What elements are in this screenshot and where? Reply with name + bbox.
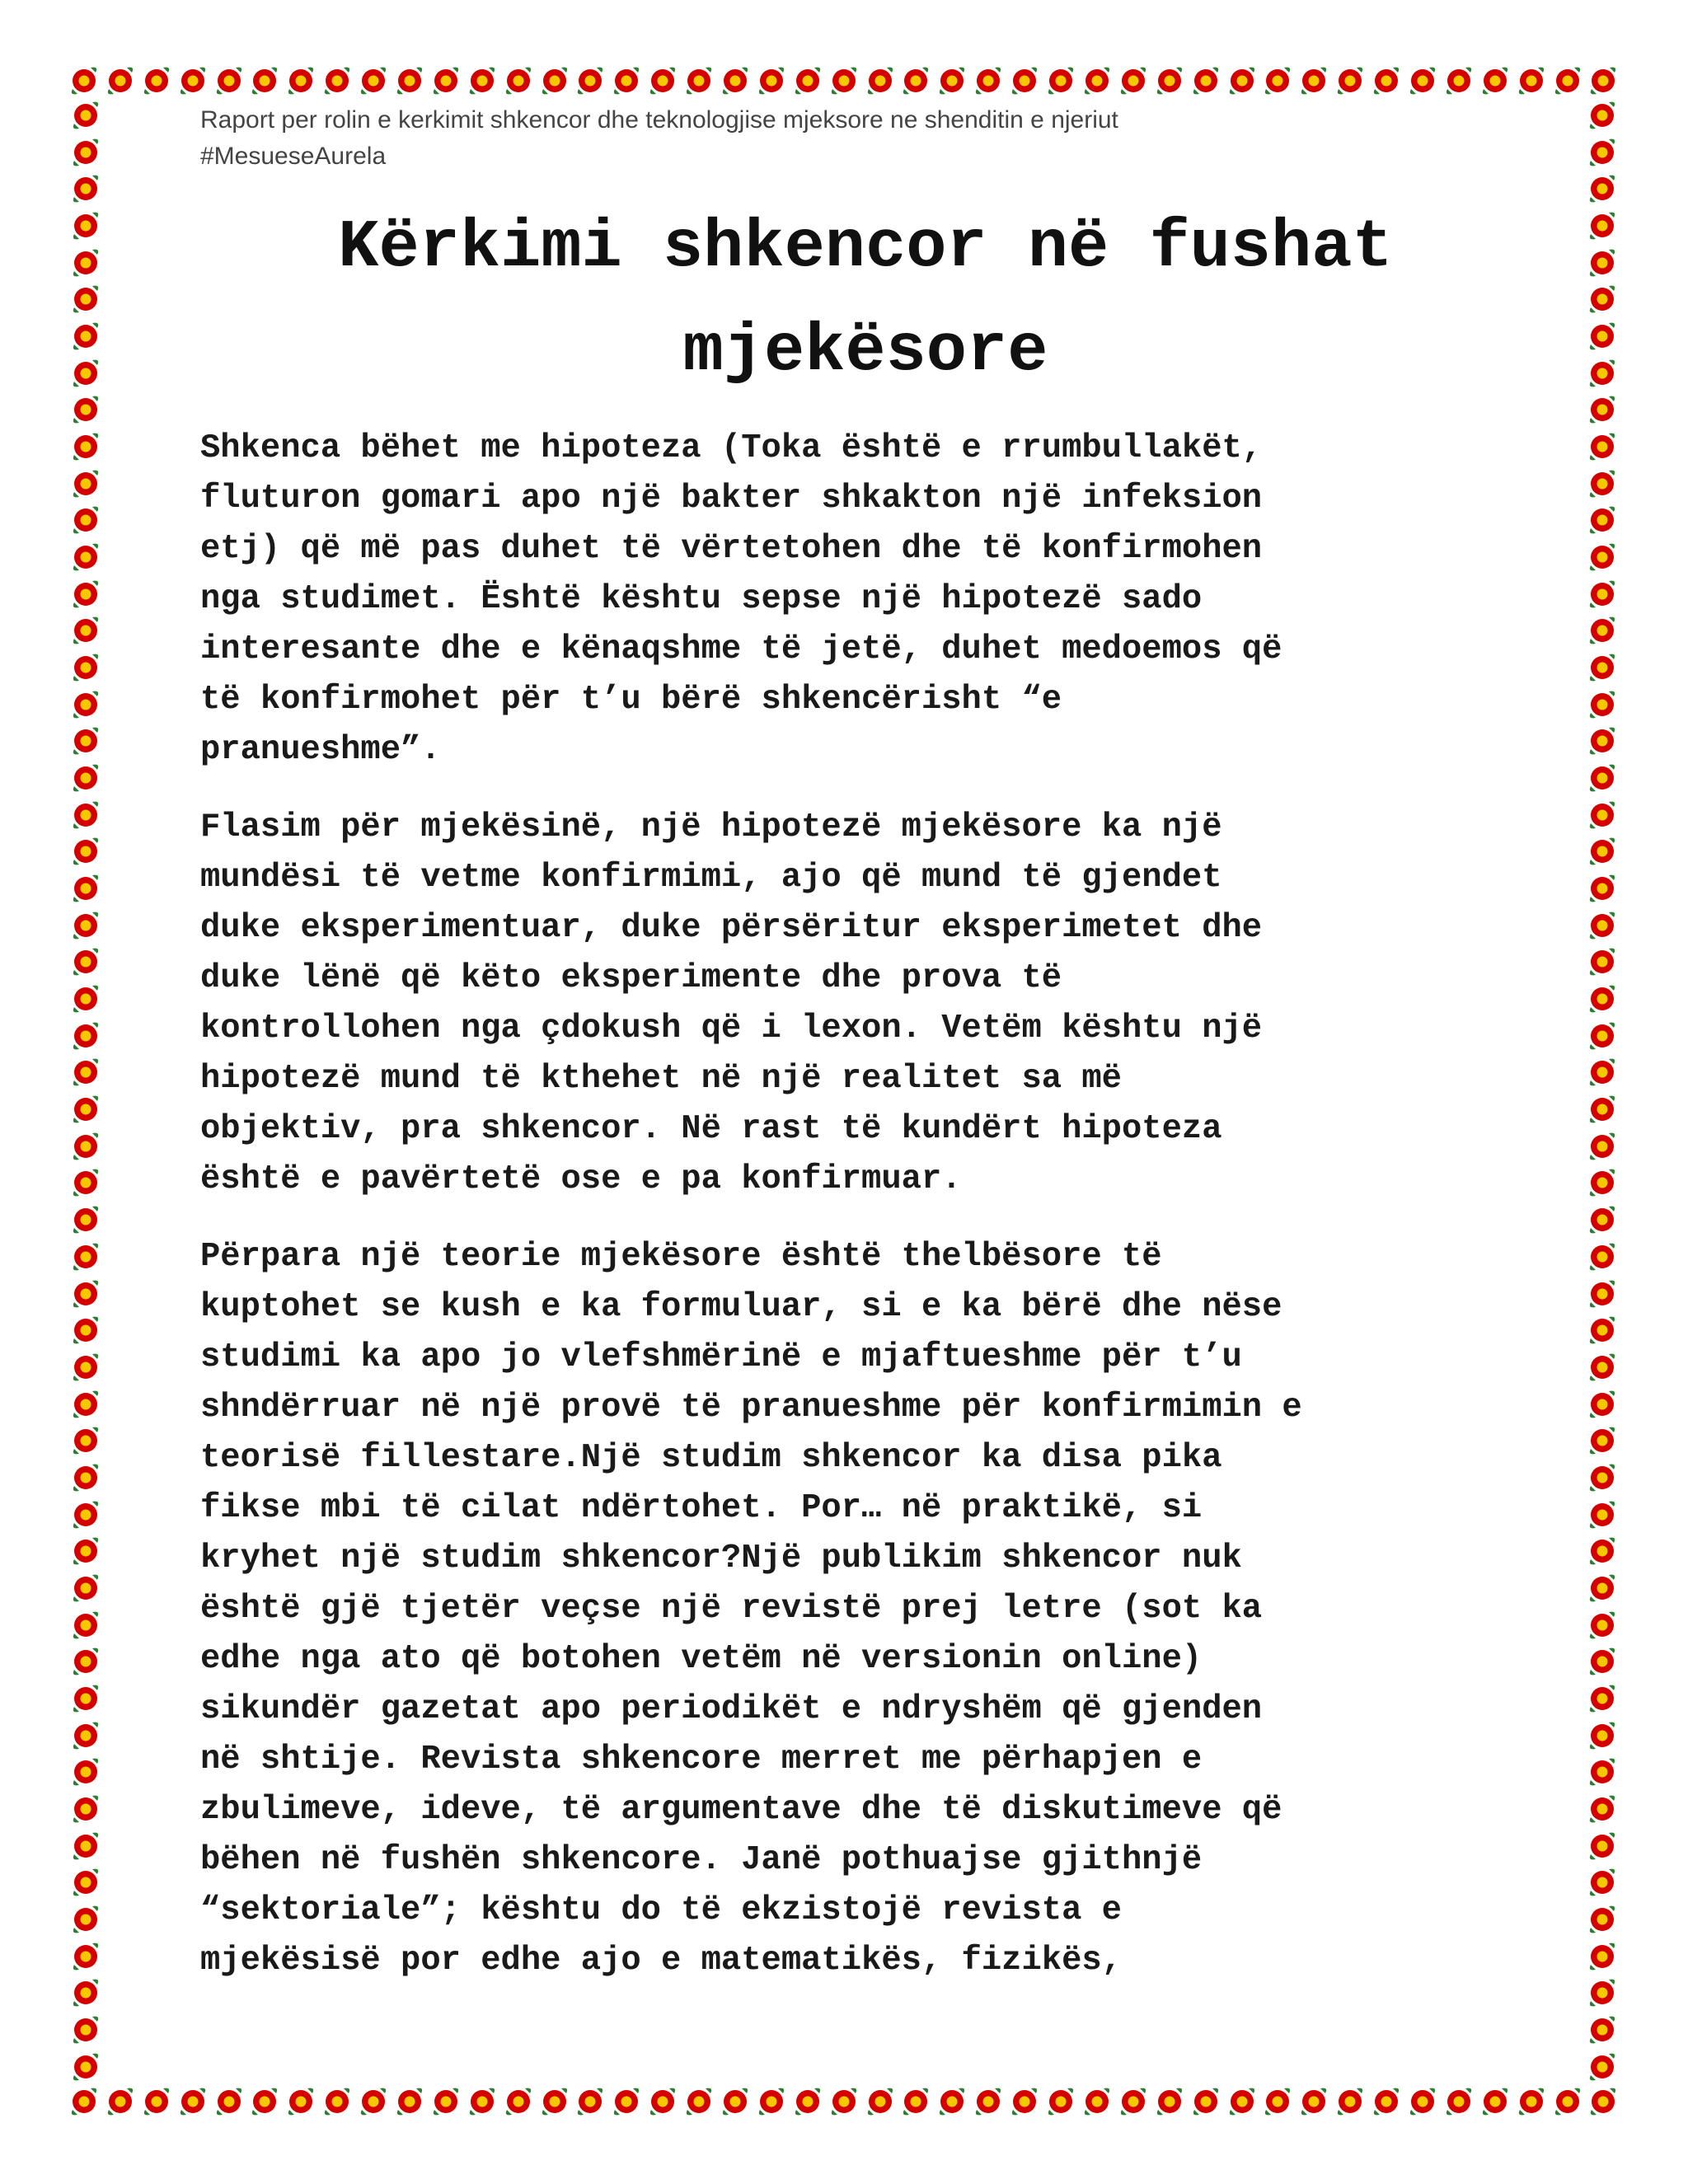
flower-icon <box>1586 467 1619 500</box>
flower-icon <box>1479 2085 1512 2118</box>
flower-icon <box>69 1682 102 1715</box>
paragraph-line: mjekësisë por edhe ajo e matematikës, fizikës, <box>200 1942 1122 1980</box>
flower-icon <box>1586 1351 1619 1384</box>
flower-icon <box>69 283 102 316</box>
flower-icon <box>357 64 390 97</box>
paragraph-line: teorisë fillestare.Një studim shkencor ka disa pika <box>200 1439 1222 1477</box>
paragraph-line: pranueshme”. <box>200 731 441 769</box>
flower-icon <box>248 2085 281 2118</box>
flower-border-bottom <box>68 2083 1620 2120</box>
flower-icon <box>69 945 102 978</box>
title-line-2: mjekësore <box>682 313 1048 390</box>
flower-icon <box>1479 64 1512 97</box>
flower-icon <box>393 2085 426 2118</box>
flower-icon <box>284 64 317 97</box>
flower-icon <box>1586 835 1619 868</box>
flower-icon <box>1586 246 1619 279</box>
flower-icon <box>1586 762 1619 794</box>
flower-icon <box>502 64 535 97</box>
flower-icon <box>69 872 102 905</box>
flower-icon <box>466 2085 499 2118</box>
flower-icon <box>574 64 607 97</box>
flower-icon <box>1370 2085 1403 2118</box>
flower-icon <box>1586 2013 1619 2046</box>
flower-icon <box>1586 1572 1619 1605</box>
flower-icon <box>69 1166 102 1199</box>
flower-icon <box>69 1572 102 1605</box>
flower-icon <box>69 357 102 390</box>
flower-icon <box>69 320 102 353</box>
flower-icon <box>1044 64 1077 97</box>
flower-icon <box>69 1830 102 1863</box>
flower-icon <box>1586 1793 1619 1825</box>
flower-icon <box>1586 651 1619 684</box>
flower-icon <box>69 909 102 942</box>
flower-icon <box>104 2085 137 2118</box>
paragraph-line: sikundër gazetat apo periodikët e ndryshëm që gjenden <box>200 1690 1263 1728</box>
flower-icon <box>1586 1498 1619 1531</box>
header-line-1: Raport per rolin e kerkimit shkencor dhe teknologjise mjeksore ne shenditin e njeriut <box>200 106 1118 134</box>
flower-icon <box>1587 64 1620 97</box>
flower-icon <box>69 651 102 684</box>
flower-icon <box>1153 2085 1186 2118</box>
flower-icon <box>1586 99 1619 132</box>
paragraph-3 <box>200 1232 1585 1986</box>
flower-icon <box>69 136 102 169</box>
flower-icon <box>140 2085 173 2118</box>
flower-icon <box>69 1903 102 1936</box>
flower-icon <box>935 2085 968 2118</box>
paragraph-line: kontrollohen nga çdokush që i lexon. Vetëm kështu një <box>200 1010 1263 1047</box>
paragraph-line: hipotezë mund të kthehet në një realitet sa më <box>200 1060 1122 1098</box>
flower-icon <box>69 835 102 868</box>
flower-icon <box>1008 2085 1041 2118</box>
paragraph-line: në shtije. Revista shkencore merret me përhapjen e <box>200 1741 1203 1779</box>
page-title <box>165 196 1566 404</box>
flower-icon <box>1008 64 1041 97</box>
paragraph-line: Shkenca bëhet me hipoteza (Toka është e rrumbullakët, <box>200 429 1263 467</box>
flower-icon <box>646 64 679 97</box>
flower-icon <box>682 64 715 97</box>
flower-icon <box>213 2085 246 2118</box>
flower-icon <box>176 64 209 97</box>
flower-icon <box>429 2085 462 2118</box>
flower-icon <box>357 2085 390 2118</box>
paragraph-line: kuptohet se kush e ka formuluar, si e ka bërë dhe nëse <box>200 1288 1282 1326</box>
flower-border-left <box>68 99 104 2083</box>
flower-icon <box>1586 1277 1619 1310</box>
flower-icon <box>1586 799 1619 832</box>
flower-icon <box>69 2013 102 2046</box>
flower-icon <box>1586 614 1619 647</box>
flower-icon <box>1586 320 1619 353</box>
flower-icon <box>1586 945 1619 978</box>
flower-icon <box>1586 1166 1619 1199</box>
flower-icon <box>69 172 102 205</box>
flower-icon <box>69 688 102 721</box>
flower-icon <box>1586 1056 1619 1089</box>
flower-icon <box>935 64 968 97</box>
document-body <box>200 424 1585 2013</box>
flower-icon <box>69 1498 102 1531</box>
flower-icon <box>1586 578 1619 611</box>
flower-icon <box>248 64 281 97</box>
flower-icon <box>791 64 824 97</box>
flower-icon <box>1586 1130 1619 1163</box>
flower-icon <box>1586 1976 1619 2009</box>
flower-icon <box>1586 357 1619 390</box>
paragraph-line: edhe nga ato që botohen vetëm në versionin online) <box>200 1640 1203 1678</box>
flower-icon <box>899 64 932 97</box>
flower-icon <box>1586 136 1619 169</box>
flower-icon <box>69 1793 102 1825</box>
flower-border-right <box>1584 99 1620 2083</box>
flower-icon <box>1587 2085 1620 2118</box>
flower-icon <box>538 64 571 97</box>
flower-icon <box>1081 2085 1114 2118</box>
flower-icon <box>1586 1424 1619 1457</box>
flower-icon <box>1586 1645 1619 1678</box>
flower-icon <box>719 64 752 97</box>
flower-icon <box>1586 982 1619 1015</box>
flower-icon <box>610 2085 643 2118</box>
paragraph-line: etj) që më pas duhet të vërtetohen dhe të konfirmohen <box>200 530 1263 568</box>
flower-icon <box>69 1240 102 1273</box>
flower-icon <box>755 2085 788 2118</box>
flower-icon <box>69 982 102 1015</box>
flower-icon <box>538 2085 571 2118</box>
flower-icon <box>69 1645 102 1678</box>
flower-icon <box>69 393 102 426</box>
flower-icon <box>1586 1866 1619 1899</box>
flower-icon <box>176 2085 209 2118</box>
flower-icon <box>1586 1240 1619 1273</box>
flower-icon <box>1586 1719 1619 1752</box>
flower-icon <box>429 64 462 97</box>
flower-icon <box>1551 64 1584 97</box>
paragraph-line: fikse mbi të cilat ndërtohet. Por… në praktikë, si <box>200 1489 1203 1527</box>
flower-icon <box>69 1535 102 1568</box>
flower-icon <box>1586 1940 1619 1973</box>
flower-icon <box>899 2085 932 2118</box>
flower-icon <box>1226 2085 1259 2118</box>
flower-icon <box>69 2050 102 2083</box>
paragraph-line: mundësi të vetme konfirmimi, ajo që mund të gjendet <box>200 859 1222 897</box>
paragraph-line: interesante dhe e kënaqshme të jetë, duhet medoemos që <box>200 630 1282 668</box>
paragraph-line: studimi ka apo jo vlefshmërinë e mjaftueshme për t’u <box>200 1338 1242 1376</box>
flower-icon <box>1334 64 1367 97</box>
flower-icon <box>69 578 102 611</box>
flower-icon <box>1081 64 1114 97</box>
flower-icon <box>69 1866 102 1899</box>
flower-icon <box>1586 430 1619 463</box>
flower-icon <box>1515 64 1548 97</box>
flower-icon <box>1586 504 1619 537</box>
flower-icon <box>1586 1830 1619 1863</box>
paragraph-line: bëhen në fushën shkencore. Janë pothuajse gjithnjë <box>200 1841 1203 1879</box>
flower-icon <box>755 64 788 97</box>
flower-icon <box>610 64 643 97</box>
flower-icon <box>1515 2085 1548 2118</box>
flower-icon <box>69 1461 102 1494</box>
paragraph-2 <box>200 803 1585 1205</box>
flower-icon <box>69 1976 102 2009</box>
flower-icon <box>1586 1388 1619 1421</box>
paragraph-line: “sektoriale”; kështu do të ekzistojë revista e <box>200 1891 1122 1929</box>
flower-icon <box>1261 2085 1294 2118</box>
flower-icon <box>1297 2085 1330 2118</box>
flower-icon <box>1586 1019 1619 1052</box>
flower-icon <box>69 541 102 574</box>
flower-icon <box>1370 64 1403 97</box>
flower-icon <box>140 64 173 97</box>
document-header <box>200 102 1552 175</box>
paragraph-line: duke lënë që këto eksperimente dhe prova të <box>200 959 1062 997</box>
flower-icon <box>69 99 102 132</box>
flower-icon <box>393 64 426 97</box>
paragraph-line: zbulimeve, ideve, të argumentave dhe të diskutimeve që <box>200 1791 1282 1829</box>
flower-icon <box>864 2085 897 2118</box>
flower-icon <box>1586 1609 1619 1642</box>
flower-icon <box>828 64 860 97</box>
flower-icon <box>69 1424 102 1457</box>
flower-icon <box>1406 64 1439 97</box>
flower-icon <box>213 64 246 97</box>
flower-icon <box>719 2085 752 2118</box>
flower-icon <box>1406 2085 1439 2118</box>
flower-icon <box>574 2085 607 2118</box>
flower-icon <box>69 1388 102 1421</box>
flower-icon <box>69 799 102 832</box>
flower-icon <box>972 64 1005 97</box>
paragraph-line: të konfirmohet për t’u bërë shkencërisht “e <box>200 681 1062 719</box>
flower-icon <box>1334 2085 1367 2118</box>
flower-icon <box>321 2085 354 2118</box>
flower-icon <box>69 614 102 647</box>
flower-icon <box>69 1755 102 1788</box>
flower-icon <box>1153 64 1186 97</box>
flower-icon <box>69 762 102 794</box>
flower-icon <box>69 209 102 242</box>
paragraph-line: është gjë tjetër veçse një revistë prej letre (sot ka <box>200 1590 1263 1628</box>
flower-icon <box>972 2085 1005 2118</box>
flower-icon <box>1189 64 1222 97</box>
flower-icon <box>69 1130 102 1163</box>
flower-icon <box>1117 2085 1150 2118</box>
flower-icon <box>1551 2085 1584 2118</box>
flower-icon <box>69 724 102 757</box>
paragraph-line: duke eksperimentuar, duke përsëritur eksperimetet dhe <box>200 909 1263 947</box>
flower-icon <box>1297 64 1330 97</box>
flower-icon <box>791 2085 824 2118</box>
flower-icon <box>1586 1314 1619 1347</box>
flower-icon <box>321 64 354 97</box>
flower-icon <box>104 64 137 97</box>
flower-icon <box>682 2085 715 2118</box>
flower-icon <box>69 1203 102 1236</box>
flower-icon <box>69 1019 102 1052</box>
flower-icon <box>1586 909 1619 942</box>
flower-icon <box>69 1940 102 1973</box>
flower-icon <box>69 467 102 500</box>
flower-icon <box>1117 64 1150 97</box>
flower-icon <box>1586 2050 1619 2083</box>
flower-icon <box>1586 393 1619 426</box>
flower-icon <box>1586 1682 1619 1715</box>
flower-icon <box>1586 283 1619 316</box>
flower-icon <box>1586 1903 1619 1936</box>
flower-icon <box>69 1277 102 1310</box>
flower-icon <box>69 504 102 537</box>
paragraph-line: është e pavërtetë ose e pa konfirmuar. <box>200 1160 962 1198</box>
flower-icon <box>646 2085 679 2118</box>
paragraph-line: shndërruar në një provë të pranueshme për konfirmimin e <box>200 1389 1302 1427</box>
flower-icon <box>1586 1755 1619 1788</box>
flower-icon <box>864 64 897 97</box>
flower-icon <box>1586 209 1619 242</box>
flower-icon <box>1442 2085 1475 2118</box>
paragraph-1 <box>200 424 1585 776</box>
flower-icon <box>69 1351 102 1384</box>
flower-icon <box>1189 2085 1222 2118</box>
title-line-1: Kërkimi shkencor në fushat <box>338 209 1393 286</box>
flower-icon <box>69 1056 102 1089</box>
flower-icon <box>1586 688 1619 721</box>
flower-icon <box>1586 1461 1619 1494</box>
header-line-2: #MesueseAurela <box>200 143 387 170</box>
flower-icon <box>1586 724 1619 757</box>
flower-border-top <box>68 63 1620 99</box>
flower-icon <box>1586 1203 1619 1236</box>
flower-icon <box>69 1093 102 1126</box>
flower-icon <box>1261 64 1294 97</box>
flower-icon <box>69 1609 102 1642</box>
flower-icon <box>284 2085 317 2118</box>
flower-icon <box>1226 64 1259 97</box>
paragraph-line: Flasim për mjekësinë, një hipotezë mjekësore ka një <box>200 808 1222 846</box>
paragraph-line: Përpara një teorie mjekësore është thelbësore të <box>200 1238 1162 1276</box>
flower-icon <box>69 246 102 279</box>
flower-icon <box>1442 64 1475 97</box>
flower-icon <box>68 64 101 97</box>
flower-icon <box>68 2085 101 2118</box>
flower-icon <box>1586 872 1619 905</box>
flower-icon <box>1586 1535 1619 1568</box>
flower-icon <box>1586 172 1619 205</box>
flower-icon <box>1586 541 1619 574</box>
paragraph-line: fluturon gomari apo një bakter shkakton një infeksion <box>200 480 1263 518</box>
flower-icon <box>1586 1093 1619 1126</box>
flower-icon <box>828 2085 860 2118</box>
paragraph-line: nga studimet. Është kështu sepse një hipotezë sado <box>200 580 1203 618</box>
paragraph-line: objektiv, pra shkencor. Në rast të kundërt hipoteza <box>200 1110 1222 1148</box>
flower-icon <box>69 430 102 463</box>
flower-icon <box>69 1314 102 1347</box>
flower-icon <box>69 1719 102 1752</box>
flower-icon <box>502 2085 535 2118</box>
flower-icon <box>1044 2085 1077 2118</box>
paragraph-line: kryhet një studim shkencor?Një publikim shkencor nuk <box>200 1540 1242 1577</box>
flower-icon <box>466 64 499 97</box>
